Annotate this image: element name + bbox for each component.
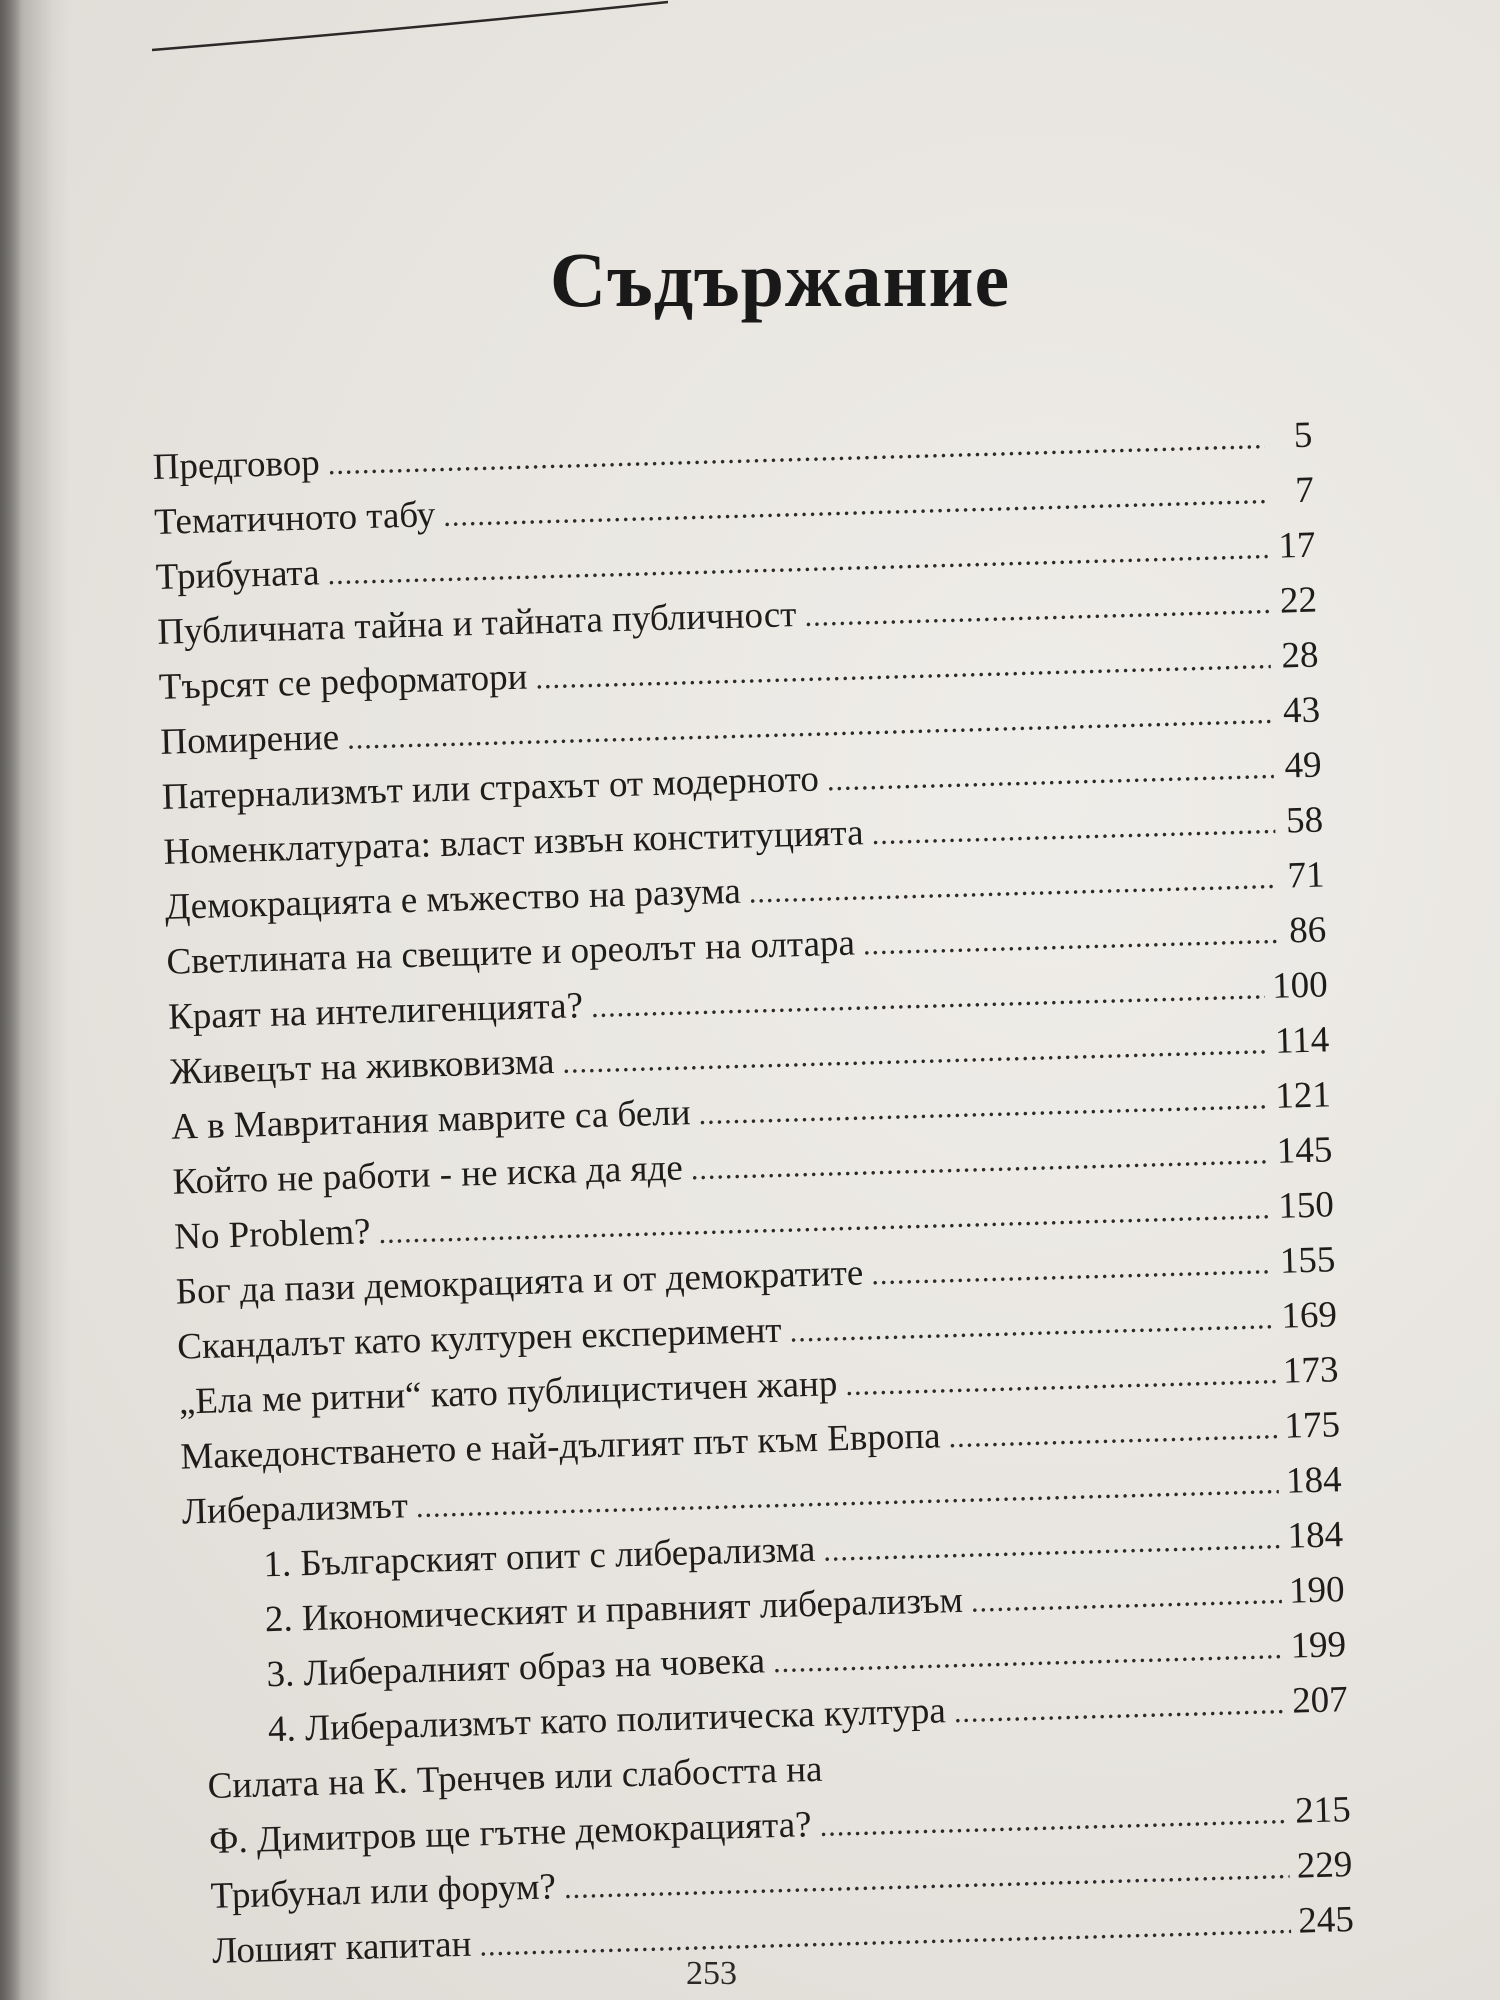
toc-entry-title: А в Мавритания маврите са бели (170, 1092, 692, 1148)
toc-entry-page: 184 (1285, 1459, 1343, 1502)
toc-entry-page: 114 (1274, 1019, 1330, 1062)
toc-entry-title: Търсят се реформатори (158, 656, 528, 708)
toc-final-entries (189, 1727, 1355, 1979)
toc-entry-page: 7 (1294, 469, 1315, 512)
toc-entry-title: No Problem? (173, 1211, 372, 1258)
toc-entry-page (1310, 1766, 1350, 1767)
toc-entry-page: 199 (1290, 1624, 1347, 1667)
toc-entry-title: Демокрацията е мъжество на разума (164, 870, 742, 928)
toc-entry-page: 173 (1282, 1349, 1339, 1392)
toc-entry-page: 28 (1280, 634, 1320, 677)
toc-entry-title: 2. Икономическият и правният либерализъм (264, 1579, 964, 1641)
toc-entry-title: Светлината на свещите и ореолът на олтара (166, 922, 856, 983)
toc-main-entries (152, 408, 1342, 1540)
toc-entry-title: Скандалът като културен експеримент (176, 1309, 783, 1368)
toc-entry-page: 5 (1293, 414, 1313, 457)
toc-entry-page: 229 (1296, 1844, 1353, 1887)
toc-entry-page: 71 (1287, 854, 1326, 897)
toc-entry-title: 4. Либерализмът като политическа култура (267, 1690, 947, 1751)
toc-entry-title: „Ела ме ритни“ като публицистичен жанр (178, 1363, 838, 1423)
toc-leader-dots (948, 1401, 1278, 1465)
toc-entry-page: 184 (1286, 1514, 1344, 1557)
toc-entry-title: Живецът на живковизма (169, 1041, 555, 1093)
toc-leader-dots (953, 1676, 1285, 1740)
toc-entry-title: Бог да пази демокрацията и от демократите (175, 1252, 864, 1313)
toc-entry-title: 1. Българският опит с либерализма (262, 1528, 816, 1586)
toc-entry-title: Номенклатурата: власт извън конституцията (162, 812, 865, 873)
toc-leader-dots (831, 1767, 1302, 1780)
toc-entry-page: 215 (1294, 1789, 1352, 1832)
toc-entry-title: Трибунал или форум? (210, 1866, 557, 1917)
toc-entry-title: Краят на интелигенцията? (167, 985, 584, 1038)
page-number: 253 (686, 1955, 737, 1992)
toc-entry-title: Тематичното табу (153, 494, 436, 543)
toc-entry-title: Либерализмът (181, 1485, 409, 1533)
toc-entry-title: 3. Либералният образ на човека (265, 1640, 766, 1696)
toc-entry-page: 245 (1297, 1899, 1355, 1942)
toc-entry-title: Помирение (159, 716, 340, 763)
toc-entry-page: 169 (1280, 1294, 1338, 1337)
toc-entry-page: 150 (1277, 1184, 1335, 1227)
toc-entry-page: 175 (1283, 1404, 1341, 1447)
toc-entry-title: Предговор (152, 442, 321, 488)
toc-entry-page: 17 (1277, 524, 1316, 567)
toc-leader-dots (970, 1566, 1282, 1630)
toc-entry-title: Ф. Димитров ще гътне демокрацията? (208, 1804, 813, 1862)
toc-entry-title: Македонстването е най-дългият път към Европа (179, 1415, 942, 1478)
toc-entry-title: Който не работи - не иска да яде (172, 1147, 684, 1203)
toc-entry-title: Публичната тайна и тайната публичност (156, 594, 797, 653)
toc-entry-page: 145 (1276, 1129, 1333, 1172)
toc-entry-page: 58 (1285, 799, 1324, 842)
toc-entry-page: 155 (1279, 1239, 1336, 1282)
toc-entry-title: Патернализмът или страхът от модерното (161, 758, 820, 818)
toc-sub-entries (183, 1507, 1349, 1759)
table-of-contents (152, 408, 1355, 1980)
toc-entry-page: 49 (1283, 744, 1323, 787)
toc-entry-title: Лошият капитан (211, 1923, 472, 1972)
toc-entry-title: Силата на К. Тренчев или слабостта на (207, 1748, 823, 1807)
toc-entry-page: 43 (1282, 689, 1321, 732)
toc-entry-page: 22 (1279, 579, 1318, 622)
page-title: Съдържание (549, 236, 1011, 323)
toc-entry-page: 207 (1291, 1679, 1349, 1722)
toc-entry-page: 121 (1274, 1074, 1332, 1117)
top-rule-line (150, 0, 670, 60)
toc-entry-title: Трибуната (155, 552, 321, 598)
toc-entry-page: 190 (1288, 1569, 1346, 1612)
toc-entry-page: 100 (1271, 964, 1329, 1007)
toc-entry-page: 86 (1288, 909, 1327, 952)
